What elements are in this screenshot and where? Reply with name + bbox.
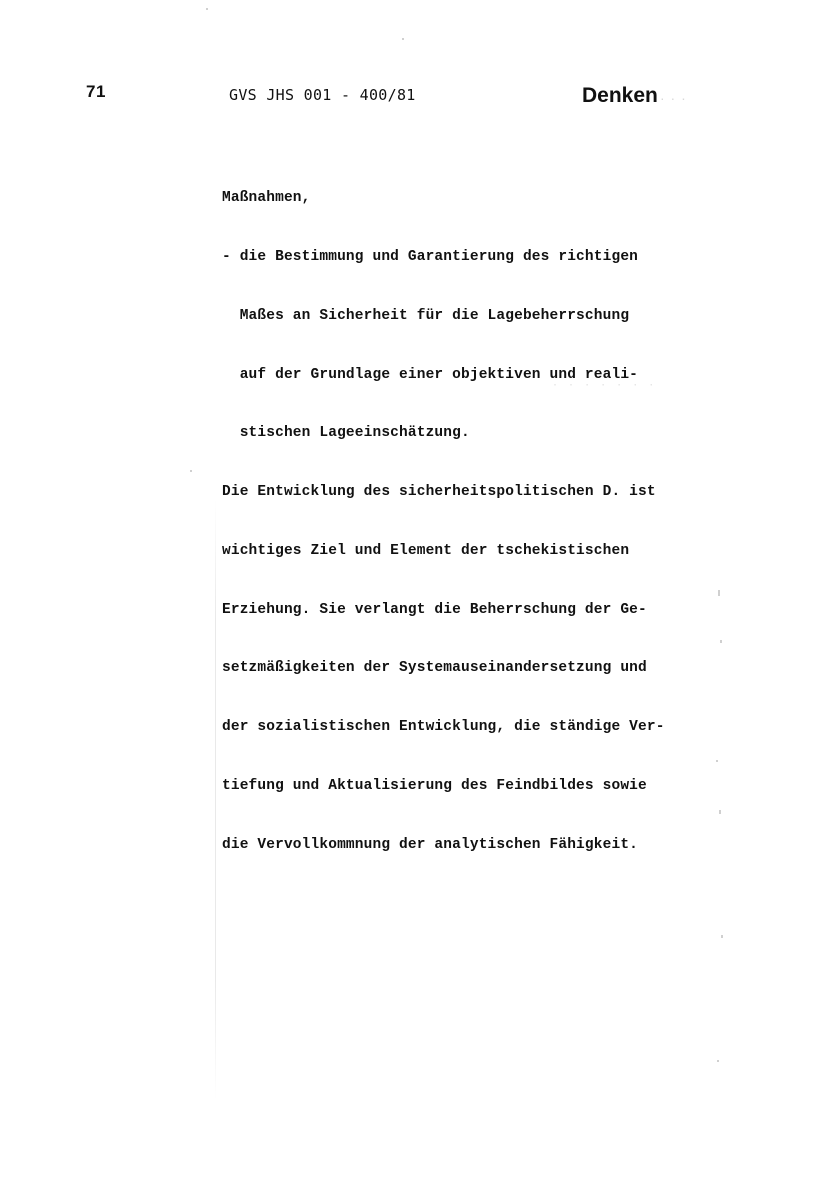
text-line: auf der Grundlage einer objektiven und reali- — [222, 366, 639, 383]
text-line: - die Bestimmung und Garantierung des richtigen — [222, 248, 639, 265]
scan-speck — [206, 8, 208, 10]
dictionary-keyword: Denken — [582, 84, 658, 107]
bleed-through-smudge: · · · · · · · — [552, 380, 657, 391]
scan-speck — [721, 935, 723, 938]
text-line: Maßes an Sicherheit für die Lagebeherrschung — [222, 307, 630, 324]
scan-speck — [716, 760, 718, 762]
scan-speck — [720, 640, 722, 643]
scan-fold-line — [215, 500, 216, 1100]
scan-speck — [402, 38, 404, 40]
document-reference: GVS JHS 001 - 400/81 — [229, 86, 416, 104]
text-line: Die Entwicklung des sicherheitspolitischen D. ist — [222, 484, 656, 501]
scan-speck — [717, 1060, 719, 1062]
text-line: der sozialistischen Entwicklung, die ständige Ver- — [222, 719, 665, 736]
scan-speck — [718, 590, 720, 596]
text-line: Erziehung. Sie verlangt die Beherrschung der Ge- — [222, 601, 647, 618]
text-line: setzmäßigkeiten der Systemauseinandersetzung und — [222, 660, 647, 677]
text-line: wichtiges Ziel und Element der tschekistischen — [222, 542, 630, 559]
page-number: 71 — [86, 82, 106, 101]
scan-speck — [719, 810, 721, 814]
entry-text — [222, 150, 782, 895]
text-line: stischen Lageeinschätzung. — [222, 425, 470, 442]
bleed-through-smudge: · · · — [660, 90, 687, 106]
scan-speck — [190, 470, 192, 472]
text-line: Maßnahmen, — [222, 190, 311, 207]
text-line: tiefung und Aktualisierung des Feindbildes sowie — [222, 778, 647, 794]
text-line: die Vervollkommnung der analytischen Fähigkeit. — [222, 836, 639, 853]
